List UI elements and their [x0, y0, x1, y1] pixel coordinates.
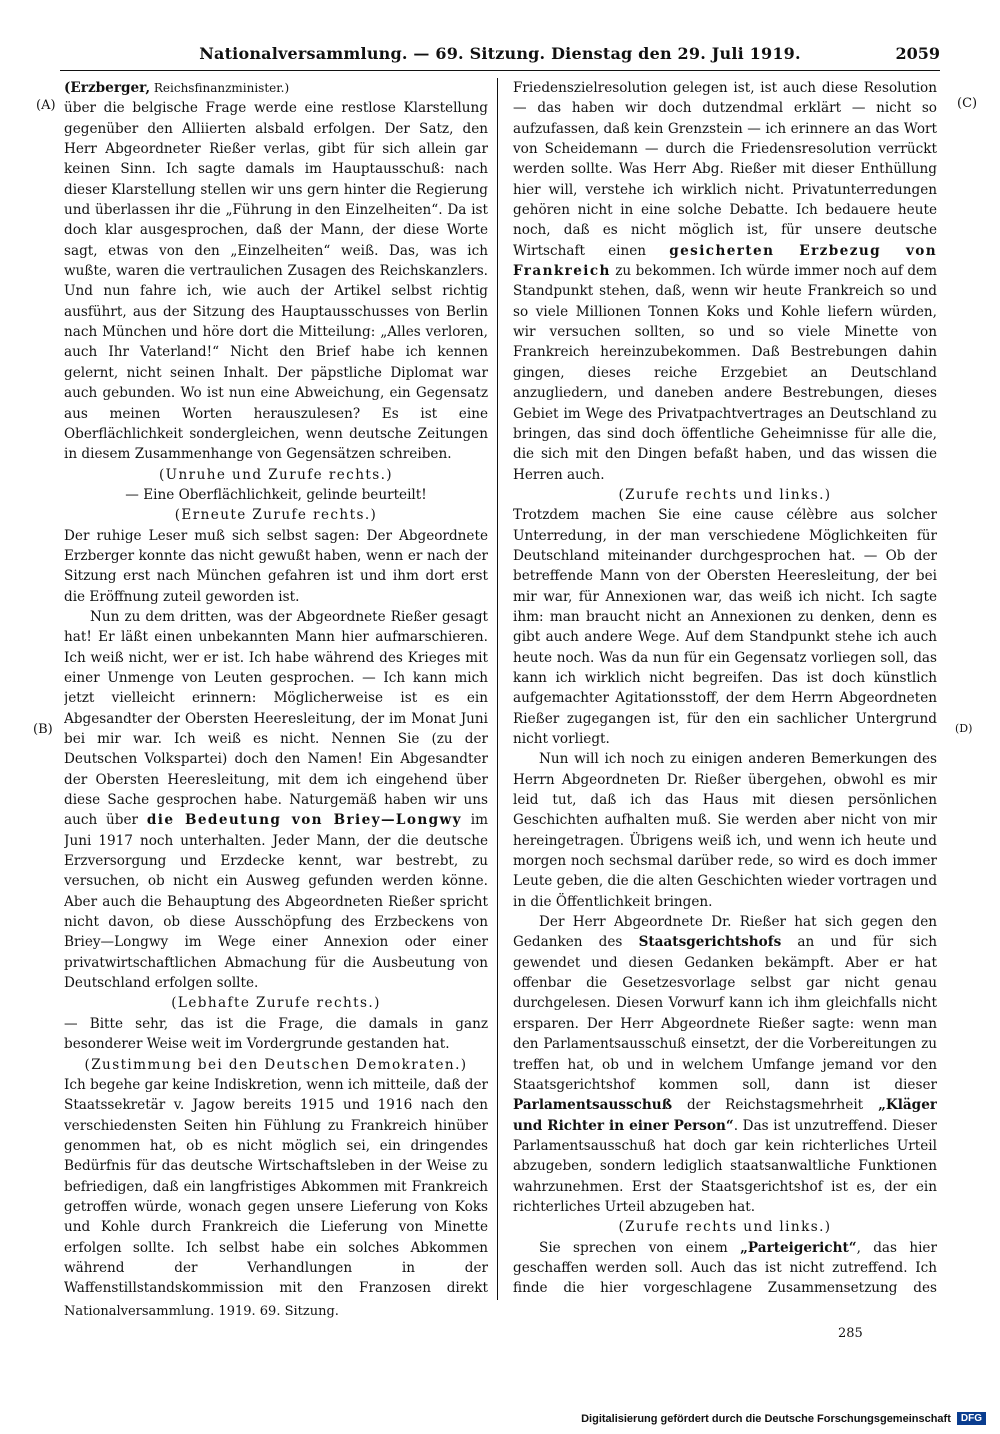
speaker-name: (Erzberger,	[64, 80, 151, 96]
column-divider	[497, 78, 498, 1300]
margin-mark-c: (C)	[957, 96, 978, 111]
paragraph	[513, 912, 937, 1217]
paragraph: Trotzdem machen Sie eine cause célèbre aus solcher Unterredung, in der man verschiedene Möglichkeiten für Deutschland miteinander durchgesprochen hat. — Ob der betreffende Mann von der Obersten Heeresleitung, der bei mir war, für Annexionen war, das weiß ich nicht. Ich sagte ihm: man braucht nicht an Annexionen zu denken, denn es gibt auch andere Wege. Auf dem Standpunkt stehe ich auch heute noch. Was da nun für ein Gegensatz vorliegen soll, das kann ich wirklich nicht begreifen. Das ist doch künstlich aufgemachter Agitationsstoff, der dem Herrn Abgeordneten Rießer zugegangen ist, für den ein sachlicher Untergrund nicht vorliegt.	[513, 507, 937, 747]
paragraph: Ich begehe gar keine Indiskretion, wenn ich mitteile, daß der Staatssekretär v. Jagow bereits 1915 und 1916 nach den verschiedensten Seiten hin Fühlung zu Frankreich hinüber genommen hat, ob es nicht möglich sei, ein dringendes Bedürfnis für das deutsche Wirtschaftsleben in der Weise zu befriedigen, daß ein langfristiges Abkommen mit Frankreich getroffen würde, wonach gegen unsere Lieferung von Koks und Kohle durch Frankreich die Lieferung von Minette erfolgen sollte. Ich selbst habe ein solches Abkommen während der Verhandlungen in der Waffenstillstandskommission mit den Franzosen direkt	[64, 1076, 488, 1297]
text-run: Nun zu dem dritten, was der Abgeordnete Rießer gesagt hat! Er läßt einen unbekannten Mann hier aufmarschieren. Ich weiß nicht, wer er ist. Ich habe während des Krieges mit einer Unmenge von Leuten gesprochen. — Ich kann mich jetzt vielleicht erinnern: Möglicherweise ist es ein Abgesandter der Obersten Heeresleitung, der im Monat Juni bei mir war. Ich weiß es nicht. Nennen Sie (zu der Deutschen Volkspartei) doch den Namen! Ein Abgesandter der Obersten Heeresleitung, mit dem ich eingehend über diese Sache gesprochen habe. Naturgemäß haben wir uns auch über	[64, 608, 488, 829]
paragraph: Der ruhige Leser muß sich selbst sagen: Der Abgeordnete Erzberger konnte das nicht gewußt haben, wenn er nach der Sitzung erst nach München gefahren ist und ihm dort erst die Eröffnung zuteil geworden ist.	[64, 527, 488, 605]
bold-phrase: „Kläger und Richter in einer Person“	[513, 1097, 937, 1134]
paragraph: — Eine Oberflächlichkeit, gelinde beurteilt!	[125, 486, 427, 503]
text-run: Der Herr Abgeordnete Dr. Rießer hat sich gegen den Gedanken des	[513, 914, 937, 951]
text-run: Sie sprechen von einem	[539, 1239, 741, 1256]
text-run: im Juni 1917 noch unterhalten. Jeder Mann, der die deutsche Erzversorgung und Erzdecke kennt, war bestrebt, zu versuchen, ob nicht ein Ausweg gefunden werden könne. Aber auch die Behauptung des Abgeordneten Rießer spricht nicht davon, ob diese Ausschöpfung des Erzbeckens von Briey—Longwy im Wege einer Annexion oder einer privatwirtschaftlichen Abmachung für die Ausbeutung von Deutschland erfolgen sollte.	[64, 812, 488, 992]
text-run: der Reichstagsmehrheit	[672, 1097, 879, 1114]
bold-phrase: „Parteigericht“	[740, 1239, 857, 1256]
margin-mark-a: (A)	[36, 98, 56, 113]
dfg-credit	[581, 1412, 986, 1425]
left-column	[64, 78, 488, 1300]
interjection: (Zurufe rechts und links.)	[618, 486, 832, 503]
paragraph: Nun will ich noch zu einigen anderen Bemerkungen des Herrn Abgeordneten Dr. Rießer übergehen, obwohl es mir leid tut, daß ich das Haus mit diesen persönlichen Geschichten aufhalten muß. Sie werden aber nicht von mir hereingetragen. Übrigens weiß ich, und wenn ich heute und morgen noch sechsmal darüber rede, so wird es doch immer Leute geben, die die alten Geschichten wieder vortragen und in die Öffentlichkeit bringen.	[513, 751, 937, 910]
bold-phrase: Staatsgerichtshofs	[638, 934, 782, 951]
text-run: , das hier geschaffen werden soll. Auch das ist nicht zutreffend. Ich finde die hier vorgeschlagene Zusammensetzung des	[513, 1239, 937, 1297]
speaker-role: Reichsfinanzminister.)	[150, 81, 290, 95]
interjection: (Zurufe rechts und links.)	[618, 1219, 832, 1236]
footer-session-line: Nationalversammlung. 1919. 69. Sitzung.	[64, 1304, 339, 1319]
paragraph	[513, 1238, 937, 1300]
header-page-number: 2059	[895, 44, 940, 63]
interjection: (Zustimmung bei den Deutschen Demokraten.)	[84, 1056, 468, 1073]
dfg-logo-icon: DFG	[957, 1412, 986, 1425]
interjection: (Lebhafte Zurufe rechts.)	[171, 995, 381, 1012]
text-run: . Das ist unzutreffend. Dieser Parlamentsausschuß hat doch gar kein richterliches Urteil abzugeben, sondern lediglich staatsanwaltliche Funktionen wahrzunehmen. Erst der Staatsgerichtshof ist es, der ein richterliches Urteil abzugeben hat.	[513, 1117, 937, 1215]
text-run: an und für sich gewendet und diesen Gedanken bekämpft. Aber er hat offenbar die Gesetzesvorlage selbst gar nicht genau durchgelesen. Diesen Vorwurf kann ich ihm gleichfalls nicht ersparen. Der Herr Abgeordnete Rießer sagte: wenn man den Parlamentsausschuß einsetzt, der die Vorbereitungen zu treffen hat, ob und in welchem Umfange jemand vor den Staatsgerichtshof kommen soll, dann ist dieser	[513, 934, 937, 1093]
text-run: Friedenszielresolution gelegen ist, ist auch diese Resolution — das haben wir doch dutzendmal erklärt — nicht so aufzufassen, daß kein Grenzstein — ich erinnere an das Wort von Scheidemann — durch die Friedensresolution verrückt werden sollte. Was Herr Abg. Rießer mit dieser Enthüllung hier will, verstehe ich wirklich nicht. Privatunterredungen gehören nicht in eine solche Debatte. Ich bedauere heute noch, daß es nicht möglich ist, für unsere deutsche Wirtschaft einen	[513, 80, 937, 259]
paragraph	[513, 78, 937, 485]
text-run: zu bekommen. Ich würde immer noch auf dem Standpunkt stehen, daß, wenn wir heute Frankreich so und so viele Millionen Tonnen Koks und Kohle liefern würden, wir versuchen sollten, so und so viele Minette von Frankreich hereinzubekommen. Daß Bestrebungen dahin gingen, dieses reiche Erzgebiet an Deutschland anzugliedern, und daneben andere Bestrebungen, dieses Gebiet im Wege des Privatpachtvertrages an Deutschland zu bringen, das sind doch öffentliche Geheimnisse für alle die, die sich mit den Dingen befaßt haben, und das wissen die Herren auch.	[513, 263, 937, 483]
speaker-line	[64, 78, 488, 98]
bold-phrase: gesicherten Erzbezug von Frankreich	[513, 242, 937, 280]
paragraph: — Bitte sehr, das ist die Frage, die damals in ganz besonderer Weise weit im Vordergrunde gestanden hat.	[64, 1015, 488, 1053]
page-header	[60, 44, 940, 71]
footer-sheet-number: 285	[838, 1326, 863, 1341]
bold-phrase: Parlamentsausschuß	[513, 1097, 673, 1114]
bold-phrase: die Bedeutung von Briey—Longwy	[146, 812, 462, 829]
dfg-credit-text: Digitalisierung gefördert durch die Deutsche Forschungsgemeinschaft	[581, 1412, 951, 1425]
paragraph: über die belgische Frage werde eine restlose Klarstellung gegenüber den Alliierten alsbald erfolgen. Der Satz, den Herr Abgeordneter Rießer verlas, gibt für sich allein gar keinen Sinn. Ich sagte damals im Hauptausschuß: nach dieser Klarstellung stellen wir uns gern hinter die Regierung und überlassen ihr die „Führung in den Einzelheiten“. Da ist doch klar ausgesprochen, daß der Mann, der diese Worte sagt, etwas von den „Einzelheiten“ weiß. Das, was ich wußte, waren die vertraulichen Zusagen des Reichskanzlers. Und nun fahre ich, wie auch der Artikel selbst richtig ausführt, aus der Sitzung des Hauptausschusses von Berlin nach München und höre dort die Mitteilung: „Alles verloren, auch Ihr Vaterland!“ Nicht den Brief habe ich kennen gelernt, nicht seinen Inhalt. Der päpstliche Diplomat war auch gebunden. Wo ist nun eine Abweichung, ein Gegensatz aus meinen Worten herauszulesen? Es ist eine Oberflächlichkeit sondergleichen, wenn deutsche Zeitungen in diesem Zusammenhange von Gegensätzen schreiben.	[64, 100, 488, 463]
interjection: (Unruhe und Zurufe rechts.)	[158, 466, 394, 483]
header-title: Nationalversammlung. — 69. Sitzung. Dienstag den 29. Juli 1919.	[199, 44, 801, 63]
paragraph	[64, 607, 488, 994]
margin-mark-d: (D)	[955, 722, 973, 735]
margin-mark-b: (B)	[33, 722, 53, 737]
interjection: (Erneute Zurufe rechts.)	[174, 507, 378, 524]
right-column	[513, 78, 937, 1300]
